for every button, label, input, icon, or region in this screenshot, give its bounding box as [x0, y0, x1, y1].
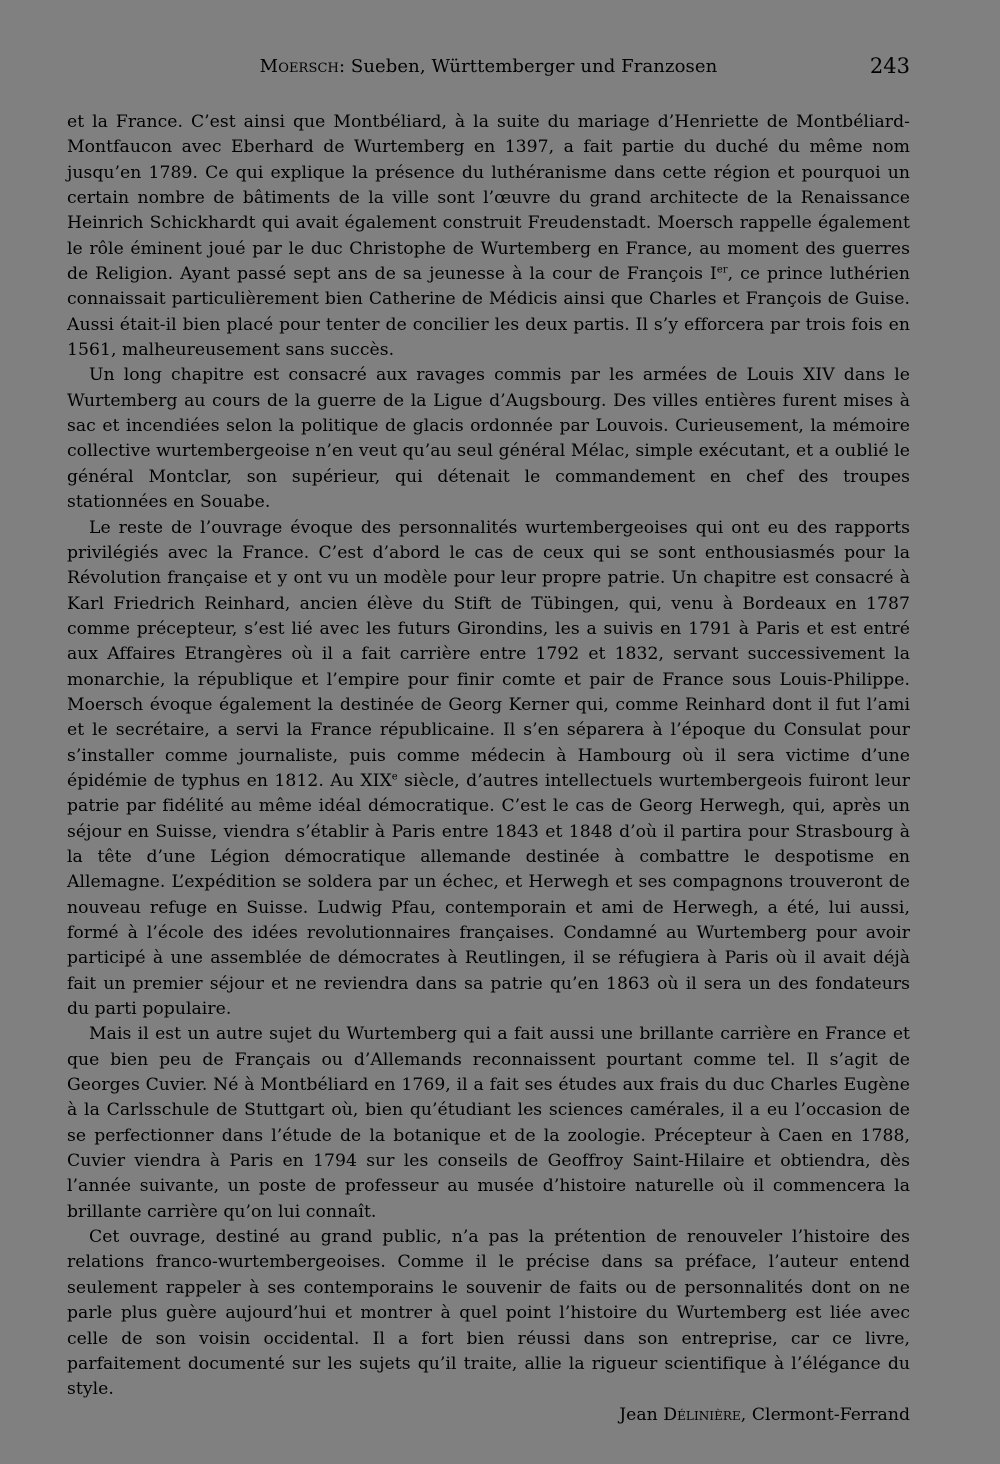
paragraph-1-text-a: et la France. C’est ainsi que Montbéliard, à la suite du mariage d’Henriette de Montbéliard-Montfaucon avec Eberhard de Wurtemberg en 1397, a fait partie du duché du même nom jusqu’en 1789. Ce qui explique la présence du luthéranisme dans cette région et pourquoi un certain nombre de bâtiments de la ville sont l’œuvre du grand architecte de la Renaissance Heinrich Schickhardt qui avait également construit Freudenstadt. Moersch rappelle également le rôle éminent joué par le duc Christophe de Wurtemberg en France, au moment des guerres de Religion. Ayant passé sept ans de sa jeunesse à la cour de François I: [67, 112, 910, 285]
paragraph-4: Mais il est un autre sujet du Wurtemberg qui a fait aussi une brillante carrière en France et que bien peu de Français ou d’Allemands reconnaissent pourtant comme tel. Il s’agit de Georges Cuvier. Né à Montbéliard en 1769, il a fait ses études aux frais du duc Charles Eugène à la Carlsschule de Stuttgart où, bien qu’étudiant les sciences camérales, il a eu l’occasion de se perfectionner dans l’étude de la botanique et de la zoologie. Précepteur à Caen en 1788, Cuvier viendra à Paris en 1794 sur les conseils de Geoffroy Saint-Hilaire et obtiendra, dès l’année suivante, un poste de professeur au musée d’histoire naturelle où il commencera la brillante carrière qu’on lui connaît.: [67, 1024, 910, 1222]
page-header: [67, 56, 910, 86]
paragraph-3: [67, 516, 910, 1023]
reviewer-first-name: Jean: [619, 1404, 658, 1425]
running-head-title: : Sueben, Württemberger und Franzosen: [338, 56, 718, 77]
paragraph-1-text-b: , ce prince luthérien connaissait particulièrement bien Catherine de Médicis ainsi que Charles et François de Guise. Aussi était-il bien placé pour tenter de concilier les deux partis. Il s’y efforcera par trois fois en 1561, malheureusement sans succès.: [67, 264, 911, 361]
page-number: 243: [869, 54, 910, 78]
paragraph-2: Un long chapitre est consacré aux ravages commis par les armées de Louis XIV dans le Wurtemberg au cours de la guerre de la Ligue d’Augsbourg. Des villes entières furent mises à sac et incendiées selon la politique de glacis ordonnée par Louvois. Curieusement, la mémoire collective wurtembergeoise n’en veut qu’au seul général Mélac, simple exécutant, et a oublié le général Montclar, son supérieur, qui détenait le commandement en chef des troupes stationnées en Souabe.: [67, 365, 910, 513]
review-body: [67, 110, 910, 1428]
reviewer-last-name: Délinière: [663, 1404, 741, 1425]
reviewer-signature: [67, 1403, 910, 1428]
superscript-e: e: [391, 771, 398, 783]
paragraph-3-text-a: Le reste de l’ouvrage évoque des personnalités wurtembergeoises qui ont eu des rapports privilégiés avec la France. C’est d’abord le cas de ceux qui se sont enthousiasmés pour la Révolution française et y ont vu un modèle pour leur propre patrie. Un chapitre est consacré à Karl Friedrich Reinhard, ancien élève du Stift de Tübingen, qui, venu à Bordeaux en 1787 comme précepteur, s’est lié avec les futurs Girondins, les a suivis en 1791 à Paris et est entré aux Affaires Etrangères où il a fait carrière entre 1792 et 1832, servant successivement la monarchie, la république et l’empire pour finir comte et pair de France sous Louis-Philippe. Moersch évoque également la destinée de Georg Kerner qui, comme Reinhard dont il fut l’ami et le secrétaire, a servi la France républicaine. Il s’en séparera à l’époque du Consulat pour s’installer comme journaliste, puis comme médecin à Hambourg où il sera victime d’une épidémie de typhus en 1812. Au XIX: [67, 517, 910, 791]
running-head: [67, 56, 910, 77]
running-head-author: Moersch: [259, 56, 339, 77]
paragraph-5: Cet ouvrage, destiné au grand public, n’a pas la prétention de renouveler l’histoire des relations franco-wurtembergeoises. Comme il le précise dans sa préface, l’auteur entend seulement rappeler à ses contemporains le souvenir de faits ou de personnalités dont on ne parle plus guère aujourd’hui et montrer à quel point l’histoire du Wurtemberg est liée avec celle de son voisin occidental. Il a fort bien réussi dans son entreprise, car ce livre, parfaitement documenté sur les sujets qu’il traite, allie la rigueur scientifique à l’élégance du style.: [67, 1227, 910, 1400]
reviewer-location: , Clermont-Ferrand: [740, 1404, 910, 1425]
paragraph-1: [67, 110, 910, 363]
paragraph-3-text-b: siècle, d’autres intellectuels wurtembergeois fuiront leur patrie par fidélité au même idéal démocratique. C’est le cas de Georg Herwegh, qui, après un séjour en Suisse, viendra s’établir à Paris entre 1843 et 1848 d’où il partira pour Strasbourg à la tête d’une Légion démocratique allemande destinée à combattre le despotisme en Allemagne. L’expédition se soldera par un échec, et Herwegh et ses compagnons trouveront de nouveau refuge en Suisse. Ludwig Pfau, contemporain et ami de Herwegh, a été, lui aussi, formé à l’école des idées revolutionnaires françaises. Condamné au Wurtemberg pour avoir participé à une assemblée de démocrates à Reutlingen, il se réfugiera à Paris où il avait déjà fait un premier séjour et ne reviendra dans sa patrie qu’en 1863 où il sera un des fondateurs du parti populaire.: [67, 770, 910, 1020]
superscript-er: er: [716, 264, 728, 276]
